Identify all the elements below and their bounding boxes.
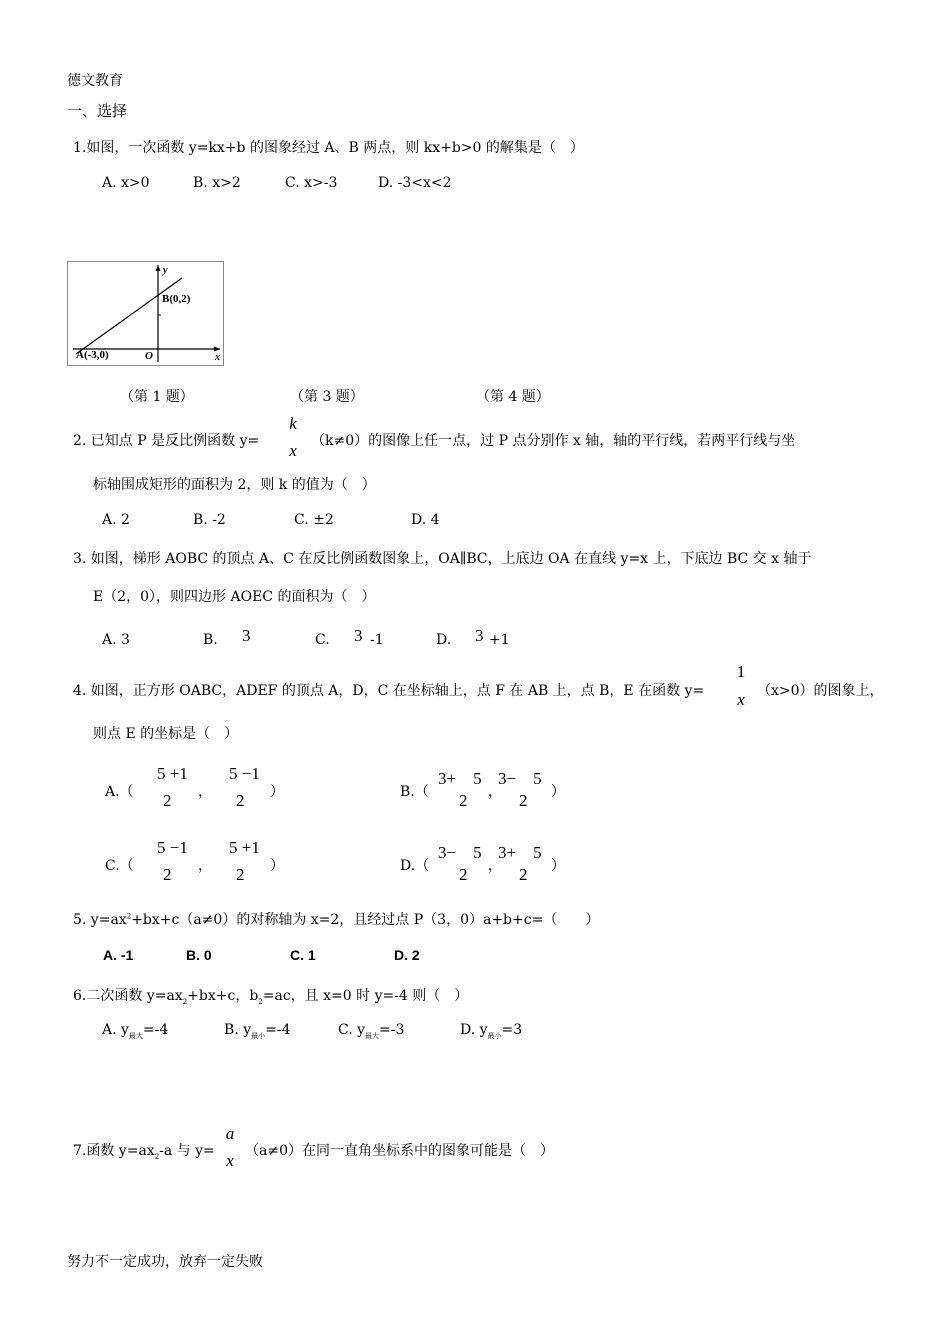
q1-option-b: B. x>2 <box>193 175 241 191</box>
q4-option-a-num2: 5 −1 <box>229 764 260 783</box>
q3-option-a: A. 3 <box>102 632 130 648</box>
q1-figure <box>67 261 224 366</box>
x-label: x <box>215 352 220 363</box>
page-footer: 努力不一定成功，放弃一定失败 <box>67 1254 263 1270</box>
q2-fraction-numerator: k <box>289 414 297 433</box>
question-1-text: 1.如图，一次函数 y=kx+b 的图象经过 A、B 两点，则 kx+b>0 的解集是（ ） <box>73 140 584 156</box>
q4-option-a-num1: 5 +1 <box>157 764 188 783</box>
q4-option-d-close: ） <box>551 858 565 874</box>
q4-fraction-numerator: 1 <box>736 662 746 681</box>
q4-option-c-sep: ， <box>198 858 212 874</box>
question-7-text-post: （a≠0）在同一直角坐标系中的图象可能是（ ） <box>245 1143 554 1159</box>
q7-fraction-numerator: a <box>225 1124 235 1143</box>
q4-fraction-denominator: x <box>737 690 745 709</box>
y-axis-arrow <box>156 265 161 271</box>
question-4-suffix: （x>0）的图象上， <box>757 683 884 699</box>
q4-option-c-den2: 2 <box>236 865 245 884</box>
question-6-text: 6.二次函数 $y=ax_2+bx+c$，$b_2=ac$，且 x=0 时 y=-4 则（ ） <box>73 988 469 1006</box>
q4-option-b-close: ） <box>551 784 565 800</box>
q1-option-a: A. x>0 <box>102 175 150 191</box>
function-line <box>76 278 182 354</box>
q2-fraction-denominator: x <box>289 441 297 460</box>
q5-option-d: D. 2 <box>394 947 420 963</box>
q4-option-a-den2: 2 <box>236 791 245 810</box>
q4-option-c-num1: 5 −1 <box>157 838 188 857</box>
q4-option-d-den1: 2 <box>459 865 468 884</box>
q4-option-a-close: ） <box>270 784 284 800</box>
caption-fig-4: （第 4 题） <box>476 389 550 405</box>
question-7-text-pre: 7.函数 $y=ax_2-a$ 与 y= <box>73 1143 215 1161</box>
q4-option-c-label: C.（ <box>105 858 134 874</box>
question-2-suffix: （k≠0）的图像上任一点，过 P 点分别作 x 轴，轴的平行线，若两平行线与坐 <box>311 433 796 449</box>
q4-option-b-label: B.（ <box>400 784 429 800</box>
q3-option-d-label: D. <box>436 632 452 648</box>
q4-option-d-num2: 3+ 5 <box>498 843 542 862</box>
q3-option-c-value: 3 <box>354 626 363 645</box>
q2-option-a: A. 2 <box>102 512 130 528</box>
q3-option-c-tail: -1 <box>370 632 384 648</box>
q4-option-c-close: ） <box>270 858 284 874</box>
q2-option-b: B. -2 <box>193 512 226 528</box>
q1-graph <box>68 262 223 365</box>
q4-option-b-num1: 3+ 5 <box>438 769 482 788</box>
q2-option-c: C. ±2 <box>294 512 334 528</box>
q4-option-d-num1: 3− 5 <box>438 843 482 862</box>
q6-option-a: A. $y_{最大}=-4$ <box>102 1022 169 1040</box>
q5-option-c: C. 1 <box>290 947 316 963</box>
q4-option-d-sep: ， <box>488 858 502 874</box>
q4-option-a-label: A.（ <box>105 784 134 800</box>
origin-label: O <box>145 350 153 362</box>
q3-option-b-label: B. <box>203 632 218 648</box>
q5-option-a: A. -1 <box>103 947 134 963</box>
q6-option-b: B. $y_{最小}=-4$ <box>224 1022 291 1040</box>
question-3-line2: E（2，0），则四边形 AOEC 的面积为（ ） <box>93 589 376 605</box>
q4-option-c-den1: 2 <box>163 865 172 884</box>
q4-option-b-sep: ， <box>488 784 502 800</box>
q3-option-d-value: 3 <box>475 626 484 645</box>
q2-option-d: D. 4 <box>411 512 440 528</box>
question-3-line1: 3. 如图，梯形 AOBC 的顶点 A、C 在反比例函数图象上，OA∥BC，上底边 OA 在直线 y=x 上，下底边 BC 交 x 轴于 <box>73 551 812 567</box>
q3-option-c-label: C. <box>315 632 330 648</box>
q3-option-b-value: 3 <box>242 626 251 645</box>
q5-option-b: B. 0 <box>186 947 212 963</box>
y-label: y <box>163 265 168 276</box>
point-b-label: B(0,2) <box>162 293 191 305</box>
section-title: 一、选择 <box>67 102 128 120</box>
q4-option-b-num2: 3− 5 <box>498 769 542 788</box>
question-2-prefix: 2. 已知点 P 是反比例函数 y= <box>73 433 260 449</box>
caption-fig-3: （第 3 题） <box>290 389 364 405</box>
question-4-line2: 则点 E 的坐标是（ ） <box>93 726 239 742</box>
question-4-prefix: 4. 如图，正方形 OABC，ADEF 的顶点 A，D，C 在坐标轴上，点 F 在 AB 上，点 B，E 在函数 y= <box>73 683 705 699</box>
q4-option-d-label: D.（ <box>400 858 430 874</box>
question-5-text: 5. $y=ax^2+bx+c(a\ne 0)$的对称轴为 x=2，且经过点 P（3，0）a+b+c=（ ） <box>73 912 600 928</box>
q6-option-c: C. $y_{最大}=-3$ <box>338 1022 405 1040</box>
q7-fraction-denominator: x <box>226 1151 234 1170</box>
q4-option-a-den1: 2 <box>163 791 172 810</box>
q4-option-c-num2: 5 +1 <box>229 838 260 857</box>
x-axis-arrow <box>214 347 220 352</box>
page-header: 德文教育 <box>67 73 123 89</box>
q6-option-d: D. $y_{最小}=3$ <box>460 1022 523 1040</box>
q4-option-b-den2: 2 <box>519 791 528 810</box>
q3-option-d-tail: +1 <box>489 632 510 648</box>
point-a-label: A(-3,0) <box>76 349 109 361</box>
q4-option-b-den1: 2 <box>459 791 468 810</box>
q1-option-c: C. x>-3 <box>285 175 338 191</box>
q1-option-d: D. -3<x<2 <box>378 175 452 191</box>
caption-fig-1: （第 1 题） <box>120 389 194 405</box>
q4-option-a-sep: ， <box>198 784 212 800</box>
question-2-line2: 标轴围成矩形的面积为 2，则 k 的值为（ ） <box>93 477 376 493</box>
q4-option-d-den2: 2 <box>519 865 528 884</box>
